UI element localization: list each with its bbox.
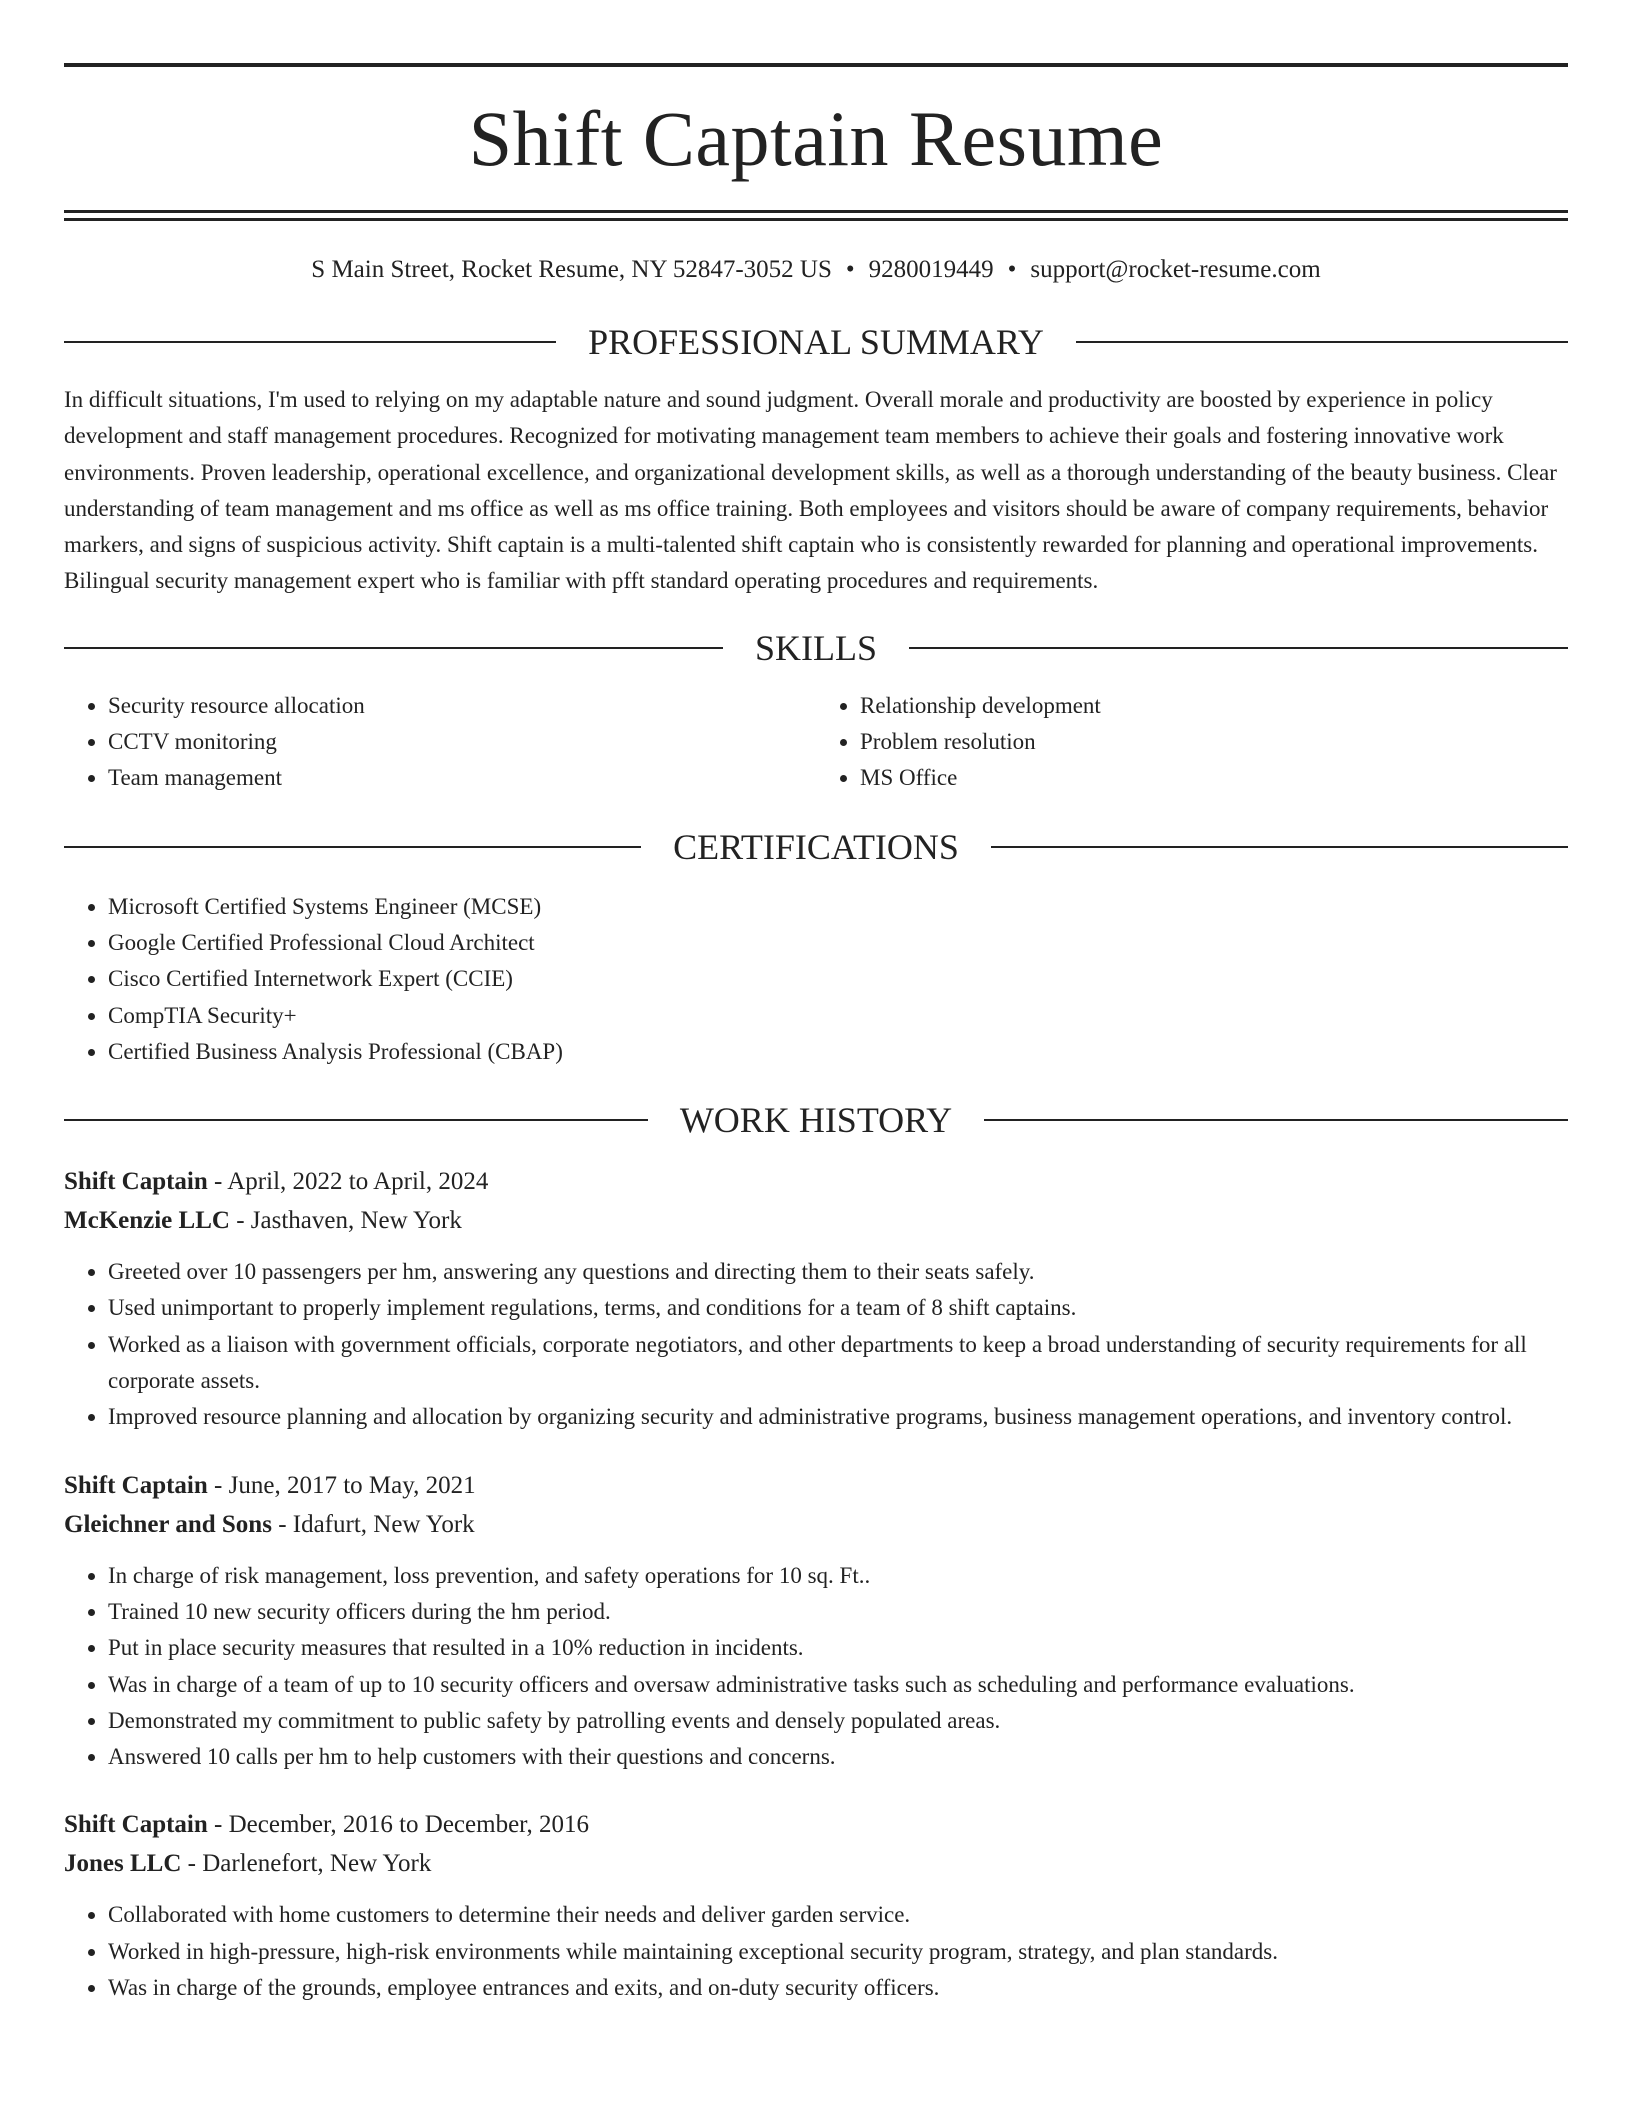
job-bullets xyxy=(64,1897,1568,2006)
certification-item: • Certified Business Analysis Professional (CBAP) xyxy=(108,1034,1568,1070)
job-role: Shift Captain xyxy=(64,1168,208,1196)
skill-item: • Security resource allocation xyxy=(108,688,816,724)
job-bullet: • Worked as a liaison with government officials, corporate negotiators, and other departments to keep a broad understanding of security requirements for all corporate assets. xyxy=(108,1327,1568,1400)
skills-list xyxy=(64,688,1568,797)
job-bullet: • Improved resource planning and allocation by organizing security and administrative programs, business management operations, and inventory control. xyxy=(108,1399,1568,1435)
skills-column-left xyxy=(64,688,816,797)
job-company-line xyxy=(64,1844,1568,1883)
skill-item: • Team management xyxy=(108,760,816,796)
heading-rule xyxy=(984,1119,1568,1121)
certification-item: • Cisco Certified Internetwork Expert (CCIE) xyxy=(108,961,1568,997)
job-company-line xyxy=(64,1505,1568,1544)
job-location: - Idafurt, New York xyxy=(271,1510,475,1538)
job-entry xyxy=(64,1162,1568,1435)
heading-rule xyxy=(64,1119,648,1121)
job-title-line xyxy=(64,1805,1568,1844)
job-company: Gleichner and Sons xyxy=(64,1510,272,1538)
contact-separator: • xyxy=(845,256,855,283)
job-company: McKenzie LLC xyxy=(64,1207,230,1235)
job-role: Shift Captain xyxy=(64,1811,208,1839)
job-title-line xyxy=(64,1466,1568,1505)
job-company: Jones LLC xyxy=(64,1850,182,1878)
job-bullet: • In charge of risk management, loss prevention, and safety operations for 10 sq. Ft.. xyxy=(108,1558,1568,1594)
certification-item: • Google Certified Professional Cloud Architect xyxy=(108,925,1568,961)
contact-phone: 9280019449 xyxy=(868,256,994,283)
heading-rule xyxy=(991,846,1568,848)
job-bullet: • Was in charge of a team of up to 10 security officers and oversaw administrative tasks such as scheduling and performance evaluations. xyxy=(108,1667,1568,1703)
work-history-heading-text: WORK HISTORY xyxy=(679,1100,953,1141)
summary-heading-text: PROFESSIONAL SUMMARY xyxy=(588,322,1044,362)
top-rule xyxy=(64,63,1568,67)
job-bullet: • Answered 10 calls per hm to help customers with their questions and concerns. xyxy=(108,1739,1568,1775)
skill-item: • Problem resolution xyxy=(860,724,1568,760)
job-location: - Jasthaven, New York xyxy=(229,1207,462,1235)
certification-item: • CompTIA Security+ xyxy=(108,998,1568,1034)
job-bullets xyxy=(64,1558,1568,1776)
job-bullet: • Trained 10 new security officers during the hm period. xyxy=(108,1594,1568,1630)
resume-page xyxy=(64,0,1568,2006)
job-bullet: • Demonstrated my commitment to public safety by patrolling events and densely populated areas. xyxy=(108,1703,1568,1739)
skills-heading xyxy=(64,628,1568,668)
certification-item: • Microsoft Certified Systems Engineer (MCSE) xyxy=(108,889,1568,925)
job-bullet: • Greeted over 10 passengers per hm, answering any questions and directing them to their seats safely. xyxy=(108,1254,1568,1290)
contact-email: support@rocket-resume.com xyxy=(1030,256,1321,283)
contact-separator: • xyxy=(1007,256,1017,283)
skills-heading-text: SKILLS xyxy=(755,627,878,668)
job-dates: - December, 2016 to December, 2016 xyxy=(207,1811,589,1839)
contact-address: S Main Street, Rocket Resume, NY 52847-3052 US xyxy=(311,256,832,283)
job-dates: - April, 2022 to April, 2024 xyxy=(207,1168,489,1196)
work-history-heading xyxy=(64,1100,1568,1140)
job-entry xyxy=(64,1466,1568,1776)
skill-item: • CCTV monitoring xyxy=(108,724,816,760)
heading-rule xyxy=(909,647,1568,649)
certifications-heading xyxy=(64,827,1568,867)
job-bullets xyxy=(64,1254,1568,1435)
job-bullet: • Collaborated with home customers to determine their needs and deliver garden service. xyxy=(108,1897,1568,1933)
heading-rule xyxy=(64,647,723,649)
certifications-heading-text: CERTIFICATIONS xyxy=(673,826,959,867)
job-role: Shift Captain xyxy=(64,1471,208,1499)
heading-rule xyxy=(64,846,641,848)
certifications-list xyxy=(64,889,1568,1070)
summary-heading xyxy=(64,322,1568,362)
job-bullet: • Was in charge of the grounds, employee entrances and exits, and on-duty security officers. xyxy=(108,1970,1568,2006)
job-entry xyxy=(64,1805,1568,2006)
job-bullet: • Put in place security measures that resulted in a 10% reduction in incidents. xyxy=(108,1630,1568,1666)
job-bullet: • Worked in high-pressure, high-risk environments while maintaining exceptional security program, strategy, and plan standards. xyxy=(108,1934,1568,1970)
resume-title: Shift Captain Resume xyxy=(468,95,1164,182)
job-company-line xyxy=(64,1201,1568,1240)
skills-column-right xyxy=(816,688,1568,797)
job-title-line xyxy=(64,1162,1568,1201)
contact-line xyxy=(64,255,1568,285)
job-location: - Darlenefort, New York xyxy=(181,1850,432,1878)
skill-item: • MS Office xyxy=(860,760,1568,796)
heading-rule xyxy=(64,341,556,343)
heading-rule xyxy=(1076,341,1568,343)
job-dates: - June, 2017 to May, 2021 xyxy=(207,1471,476,1499)
skill-item: • Relationship development xyxy=(860,688,1568,724)
summary-text: In difficult situations, I'm used to relying on my adaptable nature and sound judgment. Overall morale and productivity are boosted by experience in policy development and staff management procedures. Recognized for motivating management team members to achieve their goals and fostering innovative work environments. Proven leadership, operational excellence, and organizational development skills, as well as a thorough understanding of the beauty business. Clear understanding of team management and ms office as well as ms office training. Both employees and visitors should be aware of company requirements, behavior markers, and signs of suspicious activity. Shift captain is a multi-talented shift captain who is consistently rewarded for planning and operational improvements. Bilingual security management expert who is familiar with pfft standard operating procedures and requirements. xyxy=(64,387,1557,594)
double-rule xyxy=(64,210,1568,221)
job-bullet: • Used unimportant to properly implement regulations, terms, and conditions for a team of 8 shift captains. xyxy=(108,1290,1568,1326)
